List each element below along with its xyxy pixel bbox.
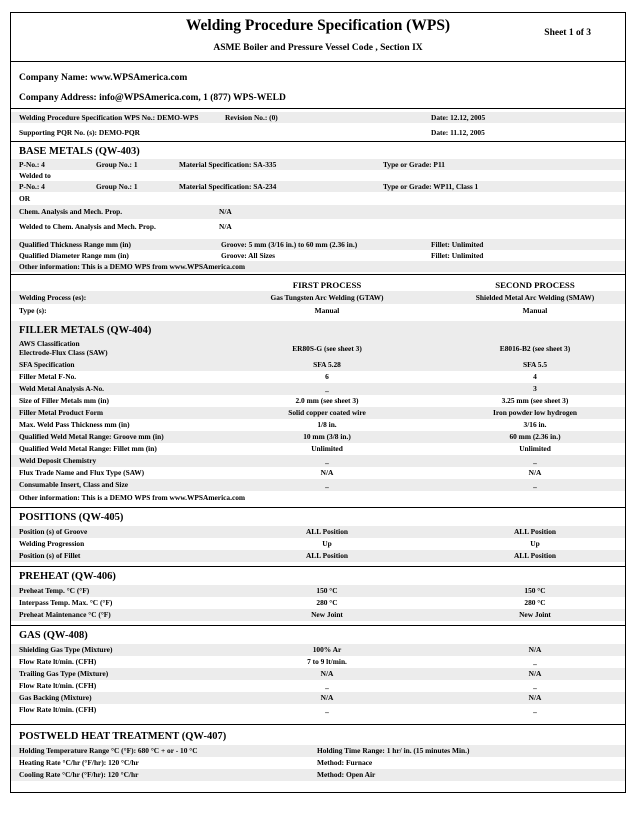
electrode-flux-label: Electrode-Flux Class (SAW) (19, 348, 108, 357)
first-process-value: Unlimited (311, 444, 343, 453)
table-row (11, 443, 625, 455)
second-process-value: N/A (528, 669, 542, 678)
holding-temperature: Holding Temperature Range °C (°F): 680 °C + or - 10 °C (19, 746, 198, 755)
second-process-value: 3/16 in. (523, 420, 547, 429)
base-metal-row-2 (11, 181, 625, 192)
document-subtitle: ASME Boiler and Pressure Vessel Code , Section IX (213, 43, 423, 53)
table-row (11, 644, 625, 656)
second-process-value: _ (533, 480, 537, 489)
diameter-fillet: Fillet: Unlimited (431, 251, 484, 260)
type-label: Type (s): (19, 306, 47, 315)
second-process-value: SFA 5.5 (522, 360, 548, 369)
first-process-value: 6 (325, 372, 329, 381)
row-label: Preheat Temp. °C (°F) (19, 586, 90, 595)
or-row (11, 192, 625, 205)
row-label: Weld Metal Analysis A-No. (19, 384, 104, 393)
heating-method: Method: Furnace (317, 758, 373, 767)
gas-title: GAS (QW-408) (19, 630, 88, 641)
or-label: OR (19, 194, 31, 203)
row-label: Preheat Maintenance °C (°F) (19, 610, 111, 619)
chem-label: Chem. Analysis and Mech. Prop. (19, 207, 123, 216)
thickness-fillet: Fillet: Unlimited (431, 240, 484, 249)
table-row (11, 395, 625, 407)
table-row (11, 585, 625, 597)
row-label: Flow Rate lt/min. (CFH) (19, 681, 97, 690)
holding-time: Holding Time Range: 1 hr/ in. (15 minutes Min.) (317, 746, 470, 755)
base-metal-row-1 (11, 159, 625, 170)
row-label: SFA Specification (19, 360, 75, 369)
first-process-value: _ (325, 456, 329, 465)
second-process-heading: SECOND PROCESS (495, 280, 575, 290)
wps-number: Welding Procedure Specification WPS No.: DEMO-WPS (19, 113, 199, 122)
preheat-rows (11, 585, 625, 621)
second-process-value: N/A (528, 645, 542, 654)
material-spec-1: Material Specification: SA-335 (179, 160, 277, 169)
aws-label: AWS Classification (19, 339, 80, 348)
row-label: Flux Trade Name and Flux Type (SAW) (19, 468, 145, 477)
group-2: Group No.: 1 (96, 182, 138, 191)
base-other-row (11, 261, 625, 272)
second-process-value: New Joint (519, 610, 551, 619)
first-process-value: 2.0 mm (see sheet 3) (295, 396, 359, 405)
group-1: Group No.: 1 (96, 160, 138, 169)
row-label: Position (s) of Fillet (19, 551, 81, 560)
company-address: Company Address: info@WPSAmerica.com, 1 (877) WPS-WELD (19, 93, 286, 103)
second-process-value: 3.25 mm (see sheet 3) (501, 396, 569, 405)
wps-date: Date: 12.12, 2005 (431, 113, 486, 122)
gas-rows (11, 644, 625, 716)
second-process-value: Iron powder low hydrogen (493, 408, 577, 417)
welded-to-row (11, 170, 625, 181)
pqr-number: Supporting PQR No. (s): DEMO-PQR (19, 128, 140, 137)
wps-sheet (10, 12, 626, 793)
second-process-value: _ (533, 681, 537, 690)
second-process-value: N/A (528, 468, 542, 477)
cooling-method: Method: Open Air (317, 770, 376, 779)
row-label: Consumable Insert, Class and Size (19, 480, 129, 489)
filler-other-row (11, 491, 625, 504)
company-name: Company Name: www.WPSAmerica.com (19, 73, 188, 83)
welding-process-1: Gas Tungsten Arc Welding (GTAW) (270, 293, 384, 302)
second-process-value: 280 °C (524, 598, 546, 607)
welded-chem-row (11, 219, 625, 233)
second-process-value: ALL Position (513, 551, 557, 560)
pno-1: P-No.: 4 (19, 160, 45, 169)
first-process-value: _ (325, 480, 329, 489)
positions-rows (11, 526, 625, 562)
document-title: Welding Procedure Specification (WPS) (185, 17, 451, 34)
second-process-value: _ (533, 456, 537, 465)
row-label: Flow Rate lt/min. (CFH) (19, 657, 97, 666)
pwht-holding-row (11, 745, 625, 757)
table-row (11, 680, 625, 692)
welded-to: Welded to (19, 171, 51, 180)
chem-value: N/A (219, 207, 232, 216)
sheet-number: Sheet 1 of 3 (544, 28, 591, 38)
table-row (11, 479, 625, 491)
table-row (11, 704, 625, 716)
table-row (11, 538, 625, 550)
table-row (11, 467, 625, 479)
filler-rows (11, 359, 625, 491)
row-label: Qualified Weld Metal Range: Fillet mm (in) (19, 444, 157, 453)
welding-process-2: Shielded Metal Arc Welding (SMAW) (475, 293, 595, 302)
table-row (11, 668, 625, 680)
first-process-heading: FIRST PROCESS (292, 280, 362, 290)
second-process-value: N/A (528, 693, 542, 702)
thickness-groove: Groove: 5 mm (3/16 in.) to 60 mm (2.36 in.) (221, 240, 358, 249)
row-label: Flow Rate lt/min. (CFH) (19, 705, 97, 714)
row-label: Welding Progression (19, 539, 85, 548)
second-process-value: ALL Position (513, 527, 557, 536)
thickness-row (11, 239, 625, 250)
table-row (11, 550, 625, 562)
first-process-value: _ (325, 384, 329, 393)
second-process-value: Up (530, 539, 540, 548)
first-process-value: Up (322, 539, 332, 548)
welded-chem-value: N/A (219, 222, 232, 231)
welding-process-row (11, 291, 625, 304)
row-label: Position (s) of Groove (19, 527, 88, 536)
table-row (11, 431, 625, 443)
table-row (11, 371, 625, 383)
pqr-date: Date: 11.12, 2005 (431, 128, 485, 137)
first-process-value: 150 °C (316, 586, 338, 595)
second-process-value: 60 mm (2.36 in.) (509, 432, 561, 441)
row-label: Shielding Gas Type (Mixture) (19, 645, 113, 654)
first-process-value: SFA 5.28 (313, 360, 341, 369)
row-label: Weld Deposit Chemistry (19, 456, 97, 465)
welding-process-label: Welding Process (es): (19, 293, 87, 302)
grade-2: Type or Grade: WP11, Class 1 (383, 182, 479, 191)
pwht-title: POSTWELD HEAT TREATMENT (QW-407) (19, 731, 227, 742)
pno-2: P-No.: 4 (19, 182, 45, 191)
diameter-groove: Groove: All Sizes (221, 251, 276, 260)
cooling-rate: Cooling Rate °C/hr (°F/hr): 120 °C/hr (19, 770, 139, 779)
type-1: Manual (314, 306, 340, 315)
welded-chem-label: Welded to Chem. Analysis and Mech. Prop. (19, 222, 156, 231)
table-row (11, 359, 625, 371)
process-header-row (11, 275, 625, 291)
first-process-value: N/A (320, 669, 334, 678)
first-process-value: N/A (320, 468, 334, 477)
document-header (11, 13, 625, 62)
diameter-row (11, 250, 625, 261)
table-row (11, 656, 625, 668)
row-label: Interpass Temp. Max. °C (°F) (19, 598, 113, 607)
first-process-value: 10 mm (3/8 in.) (303, 432, 351, 441)
first-process-value: 1/8 in. (317, 420, 337, 429)
table-row (11, 455, 625, 467)
heating-rate: Heating Rate °C/hr (°F/hr): 120 °C/hr (19, 758, 139, 767)
preheat-title: PREHEAT (QW-406) (19, 571, 116, 582)
table-row (11, 526, 625, 538)
first-process-value: _ (325, 681, 329, 690)
chem-row (11, 205, 625, 219)
revision-number: Revision No.: (0) (225, 113, 278, 122)
table-row (11, 407, 625, 419)
second-process-value: 4 (533, 372, 537, 381)
type-row (11, 304, 625, 317)
pwht-heating-row (11, 757, 625, 769)
positions-title: POSITIONS (QW-405) (19, 512, 124, 523)
diameter-label: Qualified Diameter Range mm (in) (19, 251, 129, 260)
row-label: Filler Metal Product Form (19, 408, 104, 417)
thickness-label: Qualified Thickness Range mm (in) (19, 240, 131, 249)
row-label: Qualified Weld Metal Range: Groove mm (in) (19, 432, 164, 441)
row-label: Filler Metal F-No. (19, 372, 77, 381)
second-process-value: _ (533, 705, 537, 714)
table-row (11, 609, 625, 621)
aws-row (11, 339, 625, 359)
base-other-info: Other information: This is a DEMO WPS from www.WPSAmerica.com (19, 262, 246, 271)
wps-number-row (11, 112, 625, 123)
material-spec-2: Material Specification: SA-234 (179, 182, 277, 191)
filler-metals-title: FILLER METALS (QW-404) (11, 321, 625, 339)
pqr-row (11, 127, 625, 138)
first-process-value: 7 to 9 lt/min. (307, 657, 347, 666)
filler-other-info: Other information: This is a DEMO WPS from www.WPSAmerica.com (19, 493, 246, 502)
row-label: Gas Backing (Mixture) (19, 693, 92, 702)
base-metals-title: BASE METALS (QW-403) (19, 146, 140, 157)
first-process-value: ALL Position (305, 527, 349, 536)
second-process-value: Unlimited (519, 444, 551, 453)
second-process-value: 150 °C (524, 586, 546, 595)
table-row (11, 692, 625, 704)
aws-1: ER80S-G (see sheet 3) (292, 344, 362, 353)
pwht-cooling-row (11, 769, 625, 781)
type-2: Manual (522, 306, 548, 315)
aws-2: E8016-B2 (see sheet 3) (499, 344, 571, 353)
table-row (11, 419, 625, 431)
grade-1: Type or Grade: P11 (383, 160, 445, 169)
table-row (11, 383, 625, 395)
first-process-value: Solid copper coated wire (288, 408, 366, 417)
first-process-value: 100% Ar (312, 645, 342, 654)
first-process-value: 280 °C (316, 598, 338, 607)
first-process-value: New Joint (311, 610, 343, 619)
second-process-value: _ (533, 657, 537, 666)
row-label: Trailing Gas Type (Mixture) (19, 669, 109, 678)
row-label: Max. Weld Pass Thickness mm (in) (19, 420, 130, 429)
first-process-value: ALL Position (305, 551, 349, 560)
first-process-value: _ (325, 705, 329, 714)
row-label: Size of Filler Metals mm (in) (19, 396, 109, 405)
table-row (11, 597, 625, 609)
first-process-value: N/A (320, 693, 334, 702)
second-process-value: 3 (533, 384, 537, 393)
